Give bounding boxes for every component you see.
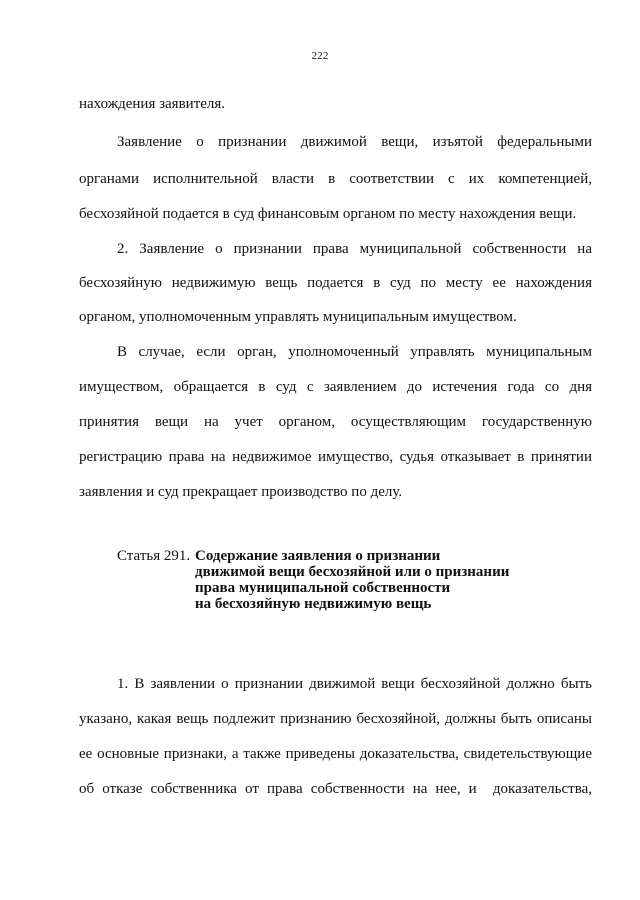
- text-line: Заявление о признании движимой вещи, изъятой федеральными: [117, 134, 592, 150]
- text-line: нахождения заявителя.: [79, 96, 226, 112]
- text-line: заявления и суд прекращает производство по делу.: [79, 484, 403, 500]
- text-line: бесхозяйную недвижимую вещь подается в суд по месту ее нахождения: [79, 275, 592, 291]
- article-title-line: движимой вещи бесхозяйной или о признании: [195, 564, 510, 580]
- text-line: органом, уполномоченным управлять муниципальным имуществом.: [79, 309, 517, 325]
- text-line: 1. В заявлении о признании движимой вещи бесхозяйной должно быть: [117, 676, 592, 692]
- page-number: 222: [311, 50, 329, 62]
- article-title-line: на бесхозяйную недвижимую вещь: [195, 596, 432, 612]
- text-line: имуществом, обращается в суд с заявлением до истечения года со дня: [79, 379, 592, 395]
- text-line: об отказе собственника от права собственности на нее, и доказательства,: [79, 781, 592, 797]
- article-title-line: Содержание заявления о признании: [195, 548, 441, 564]
- text-line: ее основные признаки, а также приведены доказательства, свидетельствующие: [79, 746, 592, 762]
- article-heading: [117, 548, 509, 612]
- article-number: Статья 291.: [117, 548, 191, 564]
- text-line: указано, какая вещь подлежит признанию бесхозяйной, должны быть описаны: [79, 711, 592, 727]
- article-title-line: права муниципальной собственности: [195, 580, 451, 596]
- text-line: бесхозяйной подается в суд финансовым органом по месту нахождения вещи.: [79, 206, 577, 222]
- text-line: органами исполнительной власти в соответствии с их компетенцией,: [79, 171, 592, 187]
- text-line: В случае, если орган, уполномоченный управлять муниципальным: [117, 344, 592, 360]
- text-line: регистрацию права на недвижимое имущество, судья отказывает в принятии: [79, 449, 592, 465]
- text-line: принятия вещи на учет органом, осуществляющим государственную: [79, 414, 592, 430]
- text-line: 2. Заявление о признании права муниципальной собственности на: [117, 241, 592, 257]
